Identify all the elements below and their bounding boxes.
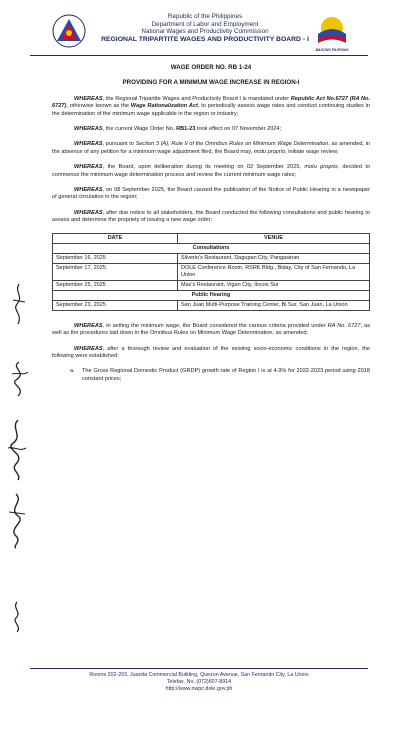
letterhead-text — [90, 13, 320, 43]
whereas-lead: WHEREAS — [74, 187, 103, 194]
row-venue: DOLE Conference Room, RSRK Bldg., Biday, City of San Fernando, La Union — [178, 263, 370, 280]
footer-telefax: Telefax. No. (072)607-8914 — [166, 679, 232, 685]
table-row — [53, 253, 370, 263]
para-text: , the current Wage Order No. — [102, 126, 177, 133]
date-column-header: DATE — [53, 233, 178, 243]
header-board: REGIONAL TRIPARTITE WAGES AND PRODUCTIVITY BOARD - I — [101, 35, 309, 43]
margin-initials-1 — [8, 282, 30, 326]
row-date: September 16, 2025 — [53, 253, 178, 263]
para-text: , to periodically assess wage rates and conduct continuing studies in the determination of the minimum wage applicable in the region or industry; — [52, 103, 371, 117]
row-venue: San Juan Multi-Purpose Training Center, Bi Sur, San Juan, La Union — [178, 300, 370, 310]
law-reference: Republic Act No.6727 (RA No. 6727) — [52, 95, 370, 110]
para-text: , decided to commence the minimum wage determination process and review the current minimum wage rates; — [52, 164, 370, 178]
whereas-lead: WHEREAS — [74, 322, 103, 329]
whereas-paragraph-8 — [52, 346, 370, 361]
row-venue: Silverio's Restaurant, Dagupan City, Pangasinan — [178, 253, 370, 263]
whereas-paragraph-6 — [52, 210, 370, 225]
whereas-paragraph-7 — [52, 323, 370, 338]
hearings-table — [52, 233, 370, 311]
dole-seal-icon — [52, 14, 86, 48]
footer-website[interactable]: http://www.nwpc.dole.gov.ph — [165, 686, 233, 692]
latin-term: motu proprio — [253, 148, 286, 155]
whereas-lead: WHEREAS — [74, 345, 103, 352]
para-text: took effect on 07 November 2024; — [195, 126, 282, 133]
row-date: September 25, 2025 — [53, 280, 178, 290]
margin-signature-2 — [4, 492, 30, 550]
para-text: , after a thorough review and evaluation of the existing socio-economic conditions in the region, the following were established: — [52, 345, 370, 359]
margin-initials-2 — [6, 360, 32, 398]
footer-divider — [30, 668, 368, 669]
rule-reference: Section 3 (A), Rule II of the Omnibus Rules on Minimum Wage Determination — [135, 141, 329, 148]
table-row — [53, 263, 370, 280]
header-republic: Republic of the Philippines — [167, 13, 243, 20]
list-item-text: The Gross Regional Domestic Product (GRDP) growth rate of Region I is at 4.9% for 2022-2023 period using 2018 constant prices; — [82, 368, 370, 382]
para-text: , in setting the minimum wage, the Board considered the various criteria provided under — [102, 322, 328, 329]
list-marker: a. — [70, 368, 75, 375]
para-text: , as amended, in the absence of any petition for a minimum wage adjustment filed, the Board may, — [52, 141, 370, 155]
whereas-lead: WHEREAS — [74, 209, 103, 216]
para-text: , pursuant to — [102, 141, 136, 148]
bagong-pilipinas-caption: BAGONG PILIPINAS — [315, 48, 349, 52]
para-text: , the Regional Tripartite Wages and Productivity Board I is mandated under — [102, 95, 291, 102]
document-body — [52, 64, 370, 383]
table-group-row — [53, 290, 370, 300]
act-name: Wage Rationalization Act — [130, 103, 198, 110]
bagong-pilipinas-logo-icon — [312, 12, 352, 52]
whereas-paragraph-2 — [52, 126, 370, 133]
public-hearing-label: Public Hearing — [53, 290, 370, 300]
whereas-lead: WHEREAS — [74, 126, 103, 133]
row-date: September 17, 2025 — [53, 263, 178, 280]
row-venue: Max's Restaurant, Vigan City, Ilocos Sur — [178, 280, 370, 290]
consultations-label: Consultations — [53, 243, 370, 253]
whereas-lead: WHEREAS — [74, 164, 103, 171]
para-text: , as well as the procedures laid down in the Omnibus Rules on Minimum Wage Determination, as amended; — [52, 322, 370, 337]
para-text: , otherwise known as the — [66, 103, 131, 110]
para-text: , after due notice to all stakeholders, the Board conducted the following consultations and public hearing to assess and determine the propriety of issuing a new wage order: — [52, 209, 370, 224]
letterhead — [0, 0, 400, 56]
law-reference: RA No. 6727 — [327, 322, 361, 329]
whereas-paragraph-4 — [52, 164, 370, 179]
header-department: Department of Labor and Employment — [151, 20, 259, 28]
footer-address: Rooms 202-203, Juanita Commercial Building, Quezon Avenue, San Fernando City, La Union — [89, 672, 309, 678]
order-reference: RB1-23 — [176, 126, 196, 133]
whereas-paragraph-5 — [52, 187, 370, 202]
whereas-paragraph-3 — [52, 141, 370, 156]
wage-order-title: PROVIDING FOR A MINIMUM WAGE INCREASE IN REGION-I — [122, 79, 300, 87]
para-text: , initiate wage review; — [285, 148, 339, 155]
header-divider — [30, 55, 368, 56]
table-group-row — [53, 243, 370, 253]
margin-initials-3 — [8, 600, 26, 634]
header-commission: National Wages and Productivity Commission — [141, 28, 269, 36]
footer — [30, 672, 368, 693]
wage-order-number: WAGE ORDER NO. RB 1-24 — [170, 64, 252, 71]
whereas-paragraph-1 — [52, 96, 370, 118]
table-header-row — [53, 233, 370, 243]
row-date: September 23, 2025 — [53, 300, 178, 310]
latin-term: motu proprio — [304, 164, 338, 171]
para-text: , the Board, upon deliberation during its meeting on 02 September 2025, — [102, 164, 305, 171]
para-text: , on 08 September 2025, the Board caused the publication of the Notice of Public Hearing in a newspaper of general circulation in the region; — [52, 187, 370, 201]
venue-column-header: VENUE — [178, 233, 370, 243]
whereas-lead: WHEREAS — [74, 141, 103, 148]
table-row — [53, 280, 370, 290]
list-item — [52, 368, 370, 383]
margin-signature-1 — [4, 418, 30, 482]
table-row — [53, 300, 370, 310]
whereas-lead: WHEREAS — [74, 95, 103, 102]
